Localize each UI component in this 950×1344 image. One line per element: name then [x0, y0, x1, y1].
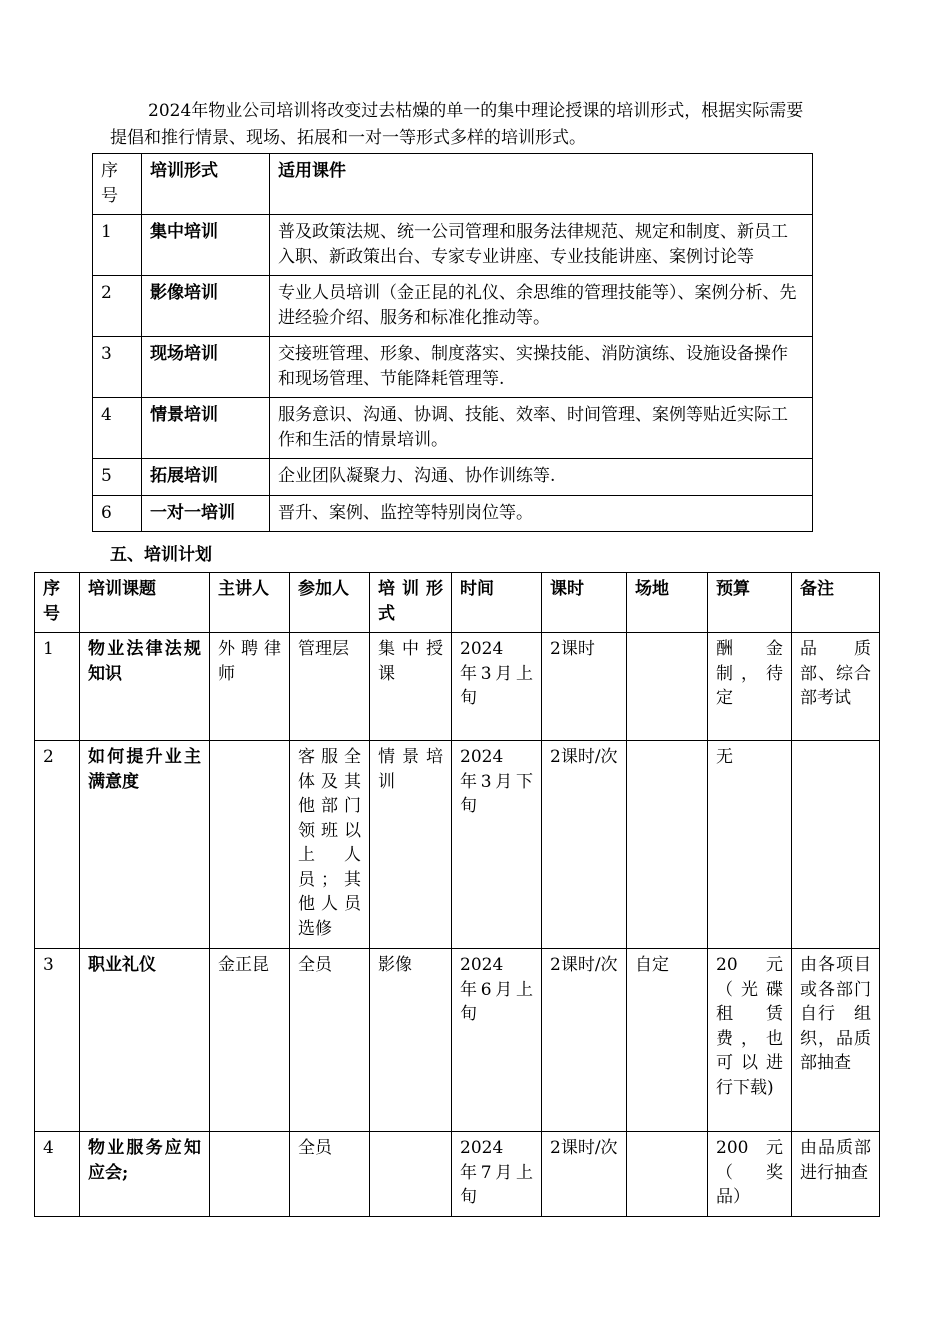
- cell-time: 2024 年7月上旬: [452, 1132, 542, 1217]
- header-form: 培训形式: [370, 573, 452, 633]
- cell-venue: [627, 741, 708, 949]
- row-no: 3: [93, 337, 142, 398]
- row-no: 4: [93, 398, 142, 459]
- cell-hours: 2课时/次: [542, 949, 627, 1132]
- header-budget: 预算: [708, 573, 792, 633]
- section-heading: 五、培训计划: [110, 545, 212, 565]
- header-remarks: 备注: [792, 573, 880, 633]
- table-row: [35, 741, 880, 949]
- cell-topic: 物业法律法规知识: [80, 633, 210, 741]
- table-row: [93, 459, 813, 496]
- cell-topic: 职业礼仪: [80, 949, 210, 1132]
- table-row: [35, 633, 880, 741]
- cell-venue: [627, 1132, 708, 1217]
- row-no: 2: [93, 276, 142, 337]
- cell-no: 2: [35, 741, 80, 949]
- cell-speaker: [210, 741, 290, 949]
- row-courses: 服务意识、沟通、协调、技能、效率、时间管理、案例等贴近实际工作和生活的情景培训。: [270, 398, 813, 459]
- cell-time: 2024 年6月上旬: [452, 949, 542, 1132]
- header-venue: 场地: [627, 573, 708, 633]
- cell-budget: 无: [708, 741, 792, 949]
- cell-attendees: 全员: [290, 949, 370, 1132]
- cell-budget: 200 元（ 奖品）: [708, 1132, 792, 1217]
- cell-form: 情景培训: [370, 741, 452, 949]
- cell-remarks: 品 质部、综合部考试: [792, 633, 880, 741]
- cell-form: 影像: [370, 949, 452, 1132]
- header-hours: 课时: [542, 573, 627, 633]
- cell-time: 2024 年3月下旬: [452, 741, 542, 949]
- cell-hours: 2课时/次: [542, 1132, 627, 1217]
- cell-speaker: 外聘律师: [210, 633, 290, 741]
- row-no: 1: [93, 215, 142, 276]
- header-speaker: 主讲人: [210, 573, 290, 633]
- header-topic: 培训课题: [80, 573, 210, 633]
- cell-speaker: [210, 1132, 290, 1217]
- cell-hours: 2课时/次: [542, 741, 627, 949]
- row-courses: 晋升、案例、监控等特别岗位等。: [270, 495, 813, 532]
- row-form: 影像培训: [142, 276, 270, 337]
- table-row: [93, 398, 813, 459]
- training-forms-table: [92, 153, 813, 532]
- cell-attendees: 全员: [290, 1132, 370, 1217]
- table-row: [35, 1132, 880, 1217]
- header-attendees: 参加人: [290, 573, 370, 633]
- cell-attendees: 客服全体及其他部门领班以上 人员；其他人员选修: [290, 741, 370, 949]
- cell-no: 1: [35, 633, 80, 741]
- row-form: 一对一培训: [142, 495, 270, 532]
- header-courses: 适用课件: [270, 154, 813, 215]
- cell-topic: 如何提升业主满意度: [80, 741, 210, 949]
- cell-form: [370, 1132, 452, 1217]
- table-row: [93, 337, 813, 398]
- cell-remarks: 由品质部进行抽查: [792, 1132, 880, 1217]
- row-no: 6: [93, 495, 142, 532]
- cell-no: 4: [35, 1132, 80, 1217]
- cell-budget: 20 元（光碟租 赁费，也可以进行下载): [708, 949, 792, 1132]
- cell-topic: 物业服务应知应会;: [80, 1132, 210, 1217]
- cell-budget: 酬 金制，待定: [708, 633, 792, 741]
- row-courses: 专业人员培训（金正昆的礼仪、余思维的管理技能等）、案例分析、先进经验介绍、服务和标准化推动等。: [270, 276, 813, 337]
- cell-time: 2024 年3月上旬: [452, 633, 542, 741]
- intro-paragraph: 2024年物业公司培训将改变过去枯燥的单一的集中理论授课的培训形式，根据实际需要提倡和推行情景、现场、拓展和一对一等形式多样的培训形式。: [110, 101, 804, 148]
- row-form: 情景培训: [142, 398, 270, 459]
- cell-remarks: 由各项目或各部门自行 组织，品质部抽查: [792, 949, 880, 1132]
- cell-no: 3: [35, 949, 80, 1132]
- table-row: [93, 495, 813, 532]
- table-row: [93, 215, 813, 276]
- cell-hours: 2课时: [542, 633, 627, 741]
- cell-venue: 自定: [627, 949, 708, 1132]
- row-no: 5: [93, 459, 142, 496]
- cell-speaker: 金正昆: [210, 949, 290, 1132]
- row-form: 拓展培训: [142, 459, 270, 496]
- table-row: [93, 276, 813, 337]
- cell-venue: [627, 633, 708, 741]
- row-form: 现场培训: [142, 337, 270, 398]
- header-time: 时间: [452, 573, 542, 633]
- table-header-row: [93, 154, 813, 215]
- header-form: 培训形式: [142, 154, 270, 215]
- header-no: 序号: [35, 573, 80, 633]
- row-courses: 交接班管理、形象、制度落实、实操技能、消防演练、设施设备操作和现场管理、节能降耗管理等.: [270, 337, 813, 398]
- row-courses: 普及政策法规、统一公司管理和服务法律规范、规定和制度、新员工入职、新政策出台、专家专业讲座、专业技能讲座、案例讨论等: [270, 215, 813, 276]
- table-row: [35, 949, 880, 1132]
- row-form: 集中培训: [142, 215, 270, 276]
- row-courses: 企业团队凝聚力、沟通、协作训练等.: [270, 459, 813, 496]
- training-plan-table: [34, 572, 880, 1217]
- cell-form: 集中授课: [370, 633, 452, 741]
- cell-remarks: [792, 741, 880, 949]
- cell-attendees: 管理层: [290, 633, 370, 741]
- table-header-row: [35, 573, 880, 633]
- header-no: 序号: [93, 154, 142, 215]
